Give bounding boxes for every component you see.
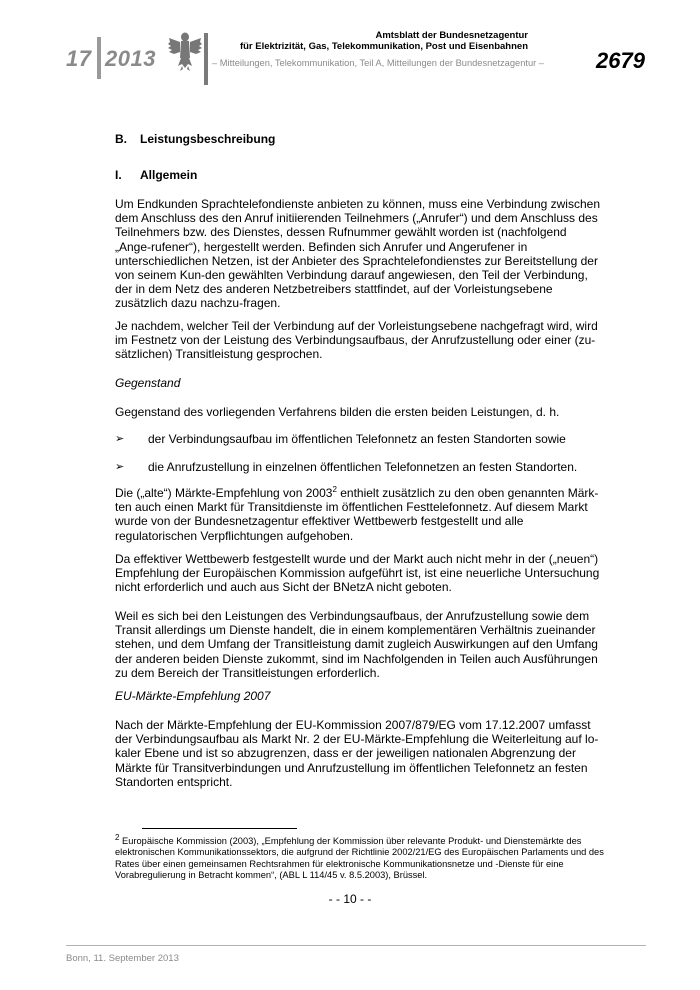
subheading-eu-empfehlung: EU-Märkte-Empfehlung 2007 <box>115 689 271 703</box>
paragraph: Weil es sich bei den Leistungen des Verbindungsaufbaus, der Anrufzustellung sowie dem Transit allerdings um Dienste handelt, die in einem komplementären Verhältnis zueinander stehen, und dem Umfang der Transitleistung damit zugleich Auswirkungen auf den Umfang der anderen beiden Dienste zukommt, sind im Nachfolgenden in Teilen auch Ausführungen zu dem Bereich der Transitleistungen erforderlich. <box>115 609 598 680</box>
section-subtitle: – Mitteilungen, Telekommunikation, Teil A, Mitteilungen der Bundesnetzagentur – <box>212 58 544 68</box>
footnote-text: Europäische Kommission (2003), „Empfehlung der Kommission über relevante Produkt- und Dienstemärkte des elektronischen Kommunikationssektors, die aufgrund der Richtlinie 2002/21/EG des Europäischen Parlaments und des Rates über einen gemeinsamen Rechtsrahmen für elektronische Kommunikationsnetze und -Dienste für eine Vorabregulierung in Betracht kommen“, (ABL L 114/45 v. 8.5.2003), Brüssel. <box>115 836 604 881</box>
section-number: B. <box>115 132 127 146</box>
footer-divider <box>66 945 646 946</box>
paragraph: Um Endkunden Sprachtelefondienste anbieten zu können, muss eine Verbindung zwischen dem Anschluss des den Anruf initiierenden Teilnehmers („Anrufer“) und dem Anschluss des Teilnehmers bzw. des Dienstes, dessen Rufnummer gewählt worden ist (nachfolgend „Ange-rufener“), hergestellt werden. Befinden sich Anrufer und Angerufener in unterschiedlichen Netzen, ist der Anbieter des Sprachtelefondienstes zur Bereitstellung der von seinem Kun-den gewählten Verbindung darauf angewiesen, den Teil der Verbindung, der in dem Netz des anderen Netzbetreibers stattfindet, auf der Vorleistungsebene zusätzlich dazu nachzu-fragen. <box>115 197 600 311</box>
gazette-title: Amtsblatt der Bundesnetzagentur <box>375 30 528 41</box>
paragraph-text: Die („alte“) Märkte-Empfehlung von 2003 <box>115 486 333 500</box>
subsection-heading <box>115 168 197 182</box>
subsection-title: Allgemein <box>140 168 198 182</box>
section-heading <box>115 132 275 146</box>
footnote-marker: 2 <box>115 832 120 842</box>
footnote-reference[interactable]: 2 <box>332 485 337 494</box>
footnote <box>115 832 605 882</box>
paragraph-text: enthielt zusätzlich zu den oben genannten Märk-ten auch einen Markt für Transitdienste im öffentlichen Festtelefonnetz. Auf diesem Markt wurde von der Bundesnetzagentur effektiver Wettbewerb festgestellt und alle regulatorischen Verpflichtungen aufgehoben. <box>115 486 599 543</box>
gazette-subtitle: für Elektrizität, Gas, Telekommunikation, Post und Eisenbahnen <box>239 41 528 52</box>
arrow-bullet-icon: ➢ <box>115 433 125 445</box>
paragraph: Nach der Märkte-Empfehlung der EU-Kommission 2007/879/EG vom 17.12.2007 umfasst der Verbindungsaufbau als Markt Nr. 2 der EU-Märkte-Empfehlung die Weiterleitung auf lo-kaler Ebene und ist so abzugrenzen, dass er der jeweiligen nationalen Abgrenzung der Märkte für Transitverbindungen und Anrufzustellung im öffentlichen Telefonnetz an festen Standorten entspricht. <box>115 718 599 789</box>
federal-eagle-icon <box>167 30 203 72</box>
paragraph <box>115 486 605 543</box>
page-number: 2679 <box>596 48 645 73</box>
header-divider <box>204 33 208 85</box>
header-divider <box>97 37 101 79</box>
footer-date: Bonn, 11. September 2013 <box>66 953 179 964</box>
footnote-separator <box>142 828 297 829</box>
issue-year: 2013 <box>105 46 156 71</box>
subsection-number: I. <box>115 168 122 182</box>
list-item-text: der Verbindungsaufbau im öffentlichen Telefonnetz an festen Standorten sowie <box>148 432 566 446</box>
subheading-gegenstand: Gegenstand <box>115 376 181 390</box>
arrow-bullet-icon: ➢ <box>115 461 125 473</box>
inner-page-number: - - 10 - - <box>328 892 372 906</box>
list-item-text: die Anrufzustellung in einzelnen öffentlichen Telefonnetzen an festen Standorten. <box>148 460 578 474</box>
issue-number: 17 <box>66 46 92 71</box>
paragraph: Gegenstand des vorliegenden Verfahrens bilden die ersten beiden Leistungen, d. h. <box>115 405 560 419</box>
paragraph: Je nachdem, welcher Teil der Verbindung auf der Vorleistungsebene nachgefragt wird, wird im Festnetz von der Leistung des Verbindungsaufbaus, der Anrufzustellung oder einer (zu-sätzlichen) Transitleistung gesprochen. <box>115 319 598 362</box>
paragraph: Da effektiver Wettbewerb festgestellt wurde und der Markt auch nicht mehr in der („neuen“) Empfehlung der Europäischen Kommission aufgeführt ist, ist eine neuerliche Untersuchung nicht erforderlich und auch aus Sicht der BNetzA nicht geboten. <box>115 552 600 595</box>
section-title: Leistungsbeschreibung <box>140 132 276 146</box>
page-header <box>0 0 700 95</box>
